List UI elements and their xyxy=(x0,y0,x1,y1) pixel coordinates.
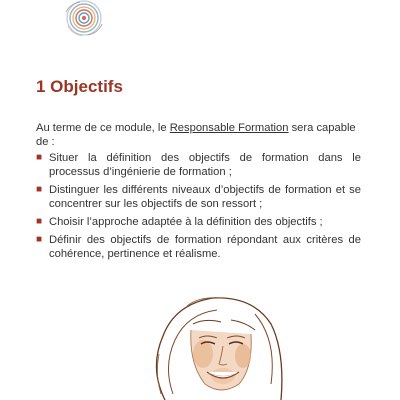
square-bullet-icon: ■ xyxy=(36,184,43,195)
list-item xyxy=(36,183,361,211)
list-item-text: Choisir l’approche adaptée à la définition des objectifs ; xyxy=(49,216,323,228)
list-item xyxy=(36,233,361,261)
square-bullet-icon: ■ xyxy=(36,234,43,245)
responsable-formation-link[interactable]: Responsable Formation xyxy=(169,122,289,134)
square-bullet-icon: ■ xyxy=(36,216,43,227)
list-item-text: Distinguer les différents niveaux d’objectifs de formation et se concentrer sur les objectifs de son ressort ; xyxy=(49,184,361,210)
section-heading: 1 Objectifs xyxy=(36,77,123,96)
list-item-text: Situer la définition des objectifs de formation dans le processus d’ingénierie de formation ; xyxy=(49,152,361,178)
list-item xyxy=(36,151,361,179)
list-item-text: Définir des objectifs de formation répondant aux critères de cohérence, pertinence et réalisme. xyxy=(49,234,361,260)
circular-target-logo-icon xyxy=(56,0,112,46)
intro-paragraph xyxy=(36,121,361,149)
intro-text-before: Au terme de ce module, le xyxy=(36,122,170,134)
objectives-list xyxy=(36,151,361,265)
sketched-portrait-illustration-icon xyxy=(135,284,295,400)
list-item xyxy=(36,215,361,229)
square-bullet-icon: ■ xyxy=(36,152,43,163)
intro-text-after: sera capable de : xyxy=(36,122,356,148)
